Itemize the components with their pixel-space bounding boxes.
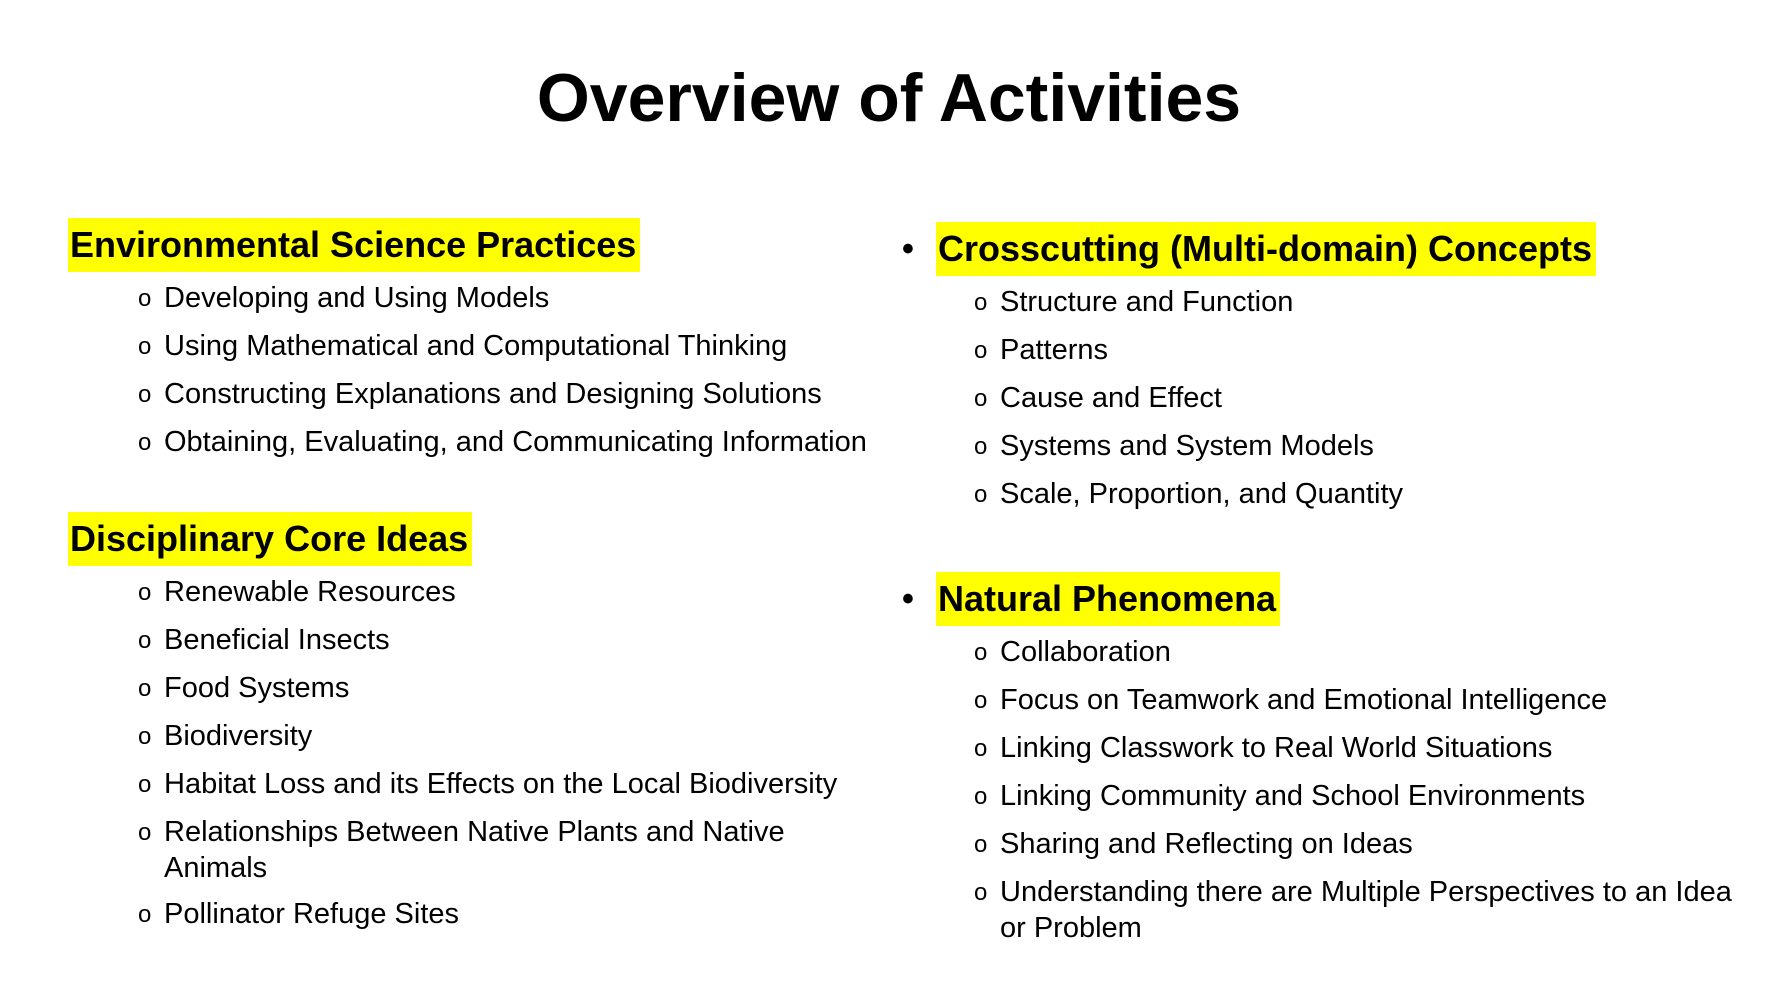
hollow-circle-bullet-icon: o: [974, 337, 988, 364]
phenomena-list: [974, 634, 1742, 946]
section-heading-row: [902, 572, 1742, 626]
list-item: [974, 682, 1742, 720]
section-heading: Disciplinary Core Ideas: [68, 512, 472, 566]
section-natural-phenomena: [902, 572, 1742, 956]
list-item: [138, 574, 898, 612]
list-item: [974, 380, 1742, 418]
list-item-text: Beneficial Insects: [164, 624, 390, 656]
crosscutting-list: [974, 284, 1742, 514]
hollow-circle-bullet-icon: o: [138, 901, 152, 928]
list-item-text: Scale, Proportion, and Quantity: [1000, 478, 1404, 510]
list-item: [974, 428, 1742, 466]
slide-title: Overview of Activities: [536, 60, 1242, 136]
hollow-circle-bullet-icon: o: [138, 381, 152, 408]
list-item: [138, 280, 928, 318]
list-item-text: Linking Community and School Environments: [1000, 780, 1586, 812]
list-item: [974, 284, 1742, 322]
hollow-circle-bullet-icon: o: [974, 687, 988, 714]
list-item: [138, 622, 898, 660]
list-item: [138, 670, 898, 708]
hollow-circle-bullet-icon: o: [138, 627, 152, 654]
section-heading: Environmental Science Practices: [68, 218, 640, 272]
hollow-circle-bullet-icon: o: [138, 285, 152, 312]
hollow-circle-bullet-icon: o: [138, 771, 152, 798]
list-item-text: Constructing Explanations and Designing Solutions: [164, 378, 822, 410]
list-item-text: Collaboration: [1000, 636, 1171, 668]
list-item-text: Cause and Effect: [1000, 382, 1222, 414]
list-item: [138, 896, 898, 934]
list-item-text: Using Mathematical and Computational Thinking: [164, 330, 788, 362]
list-item: [974, 476, 1742, 514]
list-item-text: Renewable Resources: [164, 576, 456, 608]
list-item-text: Developing and Using Models: [164, 282, 550, 314]
list-item: [138, 328, 928, 366]
core-ideas-list: [138, 574, 928, 934]
list-item-text: Obtaining, Evaluating, and Communicating Information: [164, 426, 867, 458]
hollow-circle-bullet-icon: o: [974, 879, 988, 906]
list-item: [138, 718, 898, 756]
list-item: [974, 778, 1742, 816]
hollow-circle-bullet-icon: o: [138, 429, 152, 456]
list-item: [974, 634, 1742, 672]
practices-list: [138, 280, 928, 462]
hollow-circle-bullet-icon: o: [974, 289, 988, 316]
list-item-text: Food Systems: [164, 672, 350, 704]
list-item-text: Understanding there are Multiple Perspectives to an Idea or Problem: [1000, 876, 1732, 944]
list-item-text: Pollinator Refuge Sites: [164, 898, 459, 930]
hollow-circle-bullet-icon: o: [138, 675, 152, 702]
list-item-text: Patterns: [1000, 334, 1108, 366]
section-environmental-science-practices: [68, 218, 928, 472]
section-heading-row: [68, 218, 928, 272]
list-item: [974, 826, 1742, 864]
hollow-circle-bullet-icon: o: [974, 831, 988, 858]
section-heading-row: [68, 512, 928, 566]
list-item-text: Sharing and Reflecting on Ideas: [1000, 828, 1413, 860]
list-item-text: Relationships Between Native Plants and Native Animals: [164, 816, 785, 884]
section-heading-row: [902, 222, 1742, 276]
hollow-circle-bullet-icon: o: [974, 385, 988, 412]
list-item: [138, 766, 898, 804]
hollow-circle-bullet-icon: o: [138, 819, 152, 846]
list-item-text: Linking Classwork to Real World Situations: [1000, 732, 1553, 764]
list-item: [974, 332, 1742, 370]
list-item-text: Structure and Function: [1000, 286, 1294, 318]
list-item-text: Habitat Loss and its Effects on the Local Biodiversity: [164, 768, 838, 800]
hollow-circle-bullet-icon: o: [974, 783, 988, 810]
list-item-text: Focus on Teamwork and Emotional Intelligence: [1000, 684, 1608, 716]
list-item-text: Systems and System Models: [1000, 430, 1374, 462]
list-item-text: Biodiversity: [164, 720, 313, 752]
hollow-circle-bullet-icon: o: [138, 333, 152, 360]
hollow-circle-bullet-icon: o: [138, 579, 152, 606]
hollow-circle-bullet-icon: o: [974, 481, 988, 508]
bullet-dot-icon: •: [902, 230, 914, 268]
list-item: [974, 874, 1742, 946]
section-heading: Crosscutting (Multi-domain) Concepts: [936, 222, 1596, 276]
list-item: [974, 730, 1742, 768]
hollow-circle-bullet-icon: o: [974, 433, 988, 460]
section-disciplinary-core-ideas: [68, 512, 928, 944]
hollow-circle-bullet-icon: o: [974, 735, 988, 762]
section-heading: Natural Phenomena: [936, 572, 1280, 626]
list-item: [138, 376, 928, 414]
list-item: [138, 814, 898, 886]
bullet-dot-icon: •: [902, 580, 914, 618]
list-item: [138, 424, 928, 462]
hollow-circle-bullet-icon: o: [974, 639, 988, 666]
section-crosscutting-concepts: [902, 222, 1742, 524]
hollow-circle-bullet-icon: o: [138, 723, 152, 750]
